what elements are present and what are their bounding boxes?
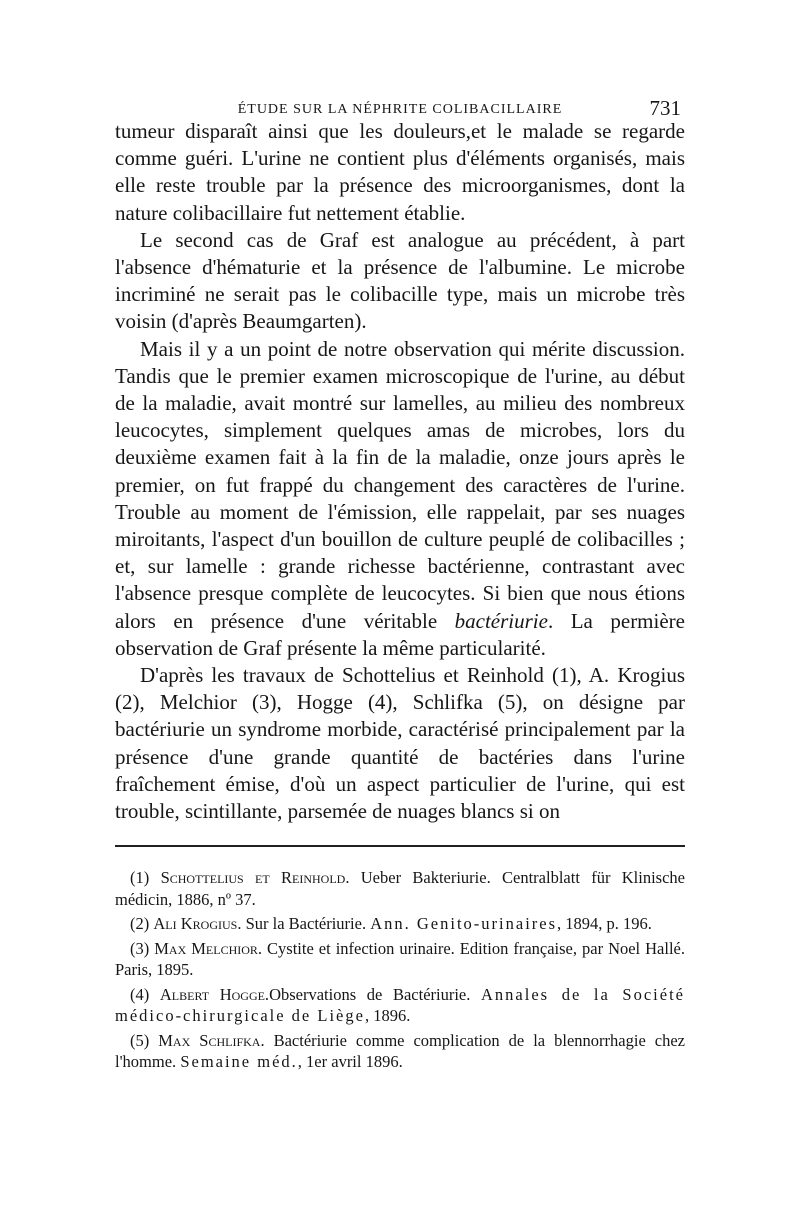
footnote-2-text-a: Sur la Bactériurie. [241, 914, 371, 934]
book-page [115, 88, 685, 1188]
footnote-2-number: (2) [130, 914, 150, 934]
footnote-3 [115, 938, 685, 981]
footnote-1-text: Ueber Bakteriurie. Centralblatt für Klinische médicin, 1886, nº 37. [115, 868, 685, 909]
footnote-5-journal: Semaine méd. [180, 1052, 298, 1072]
footnote-4-journal: Annales de la Société médico-chirurgicale de Liège [115, 984, 685, 1026]
footnote-1 [115, 867, 685, 910]
paragraph-4: D'après les travaux de Schottelius et Reinhold (1), A. Krogius (2), Melchior (3), Hogge (4), Schlifka (5), on désigne par bactériurie un syndrome morbide, caractérisé principalement par la présence d'une grande quantité de bactéries dans l'urine fraîchement émise, d'où un aspect particulier de l'urine, qui est trouble, scintillante, parsemée de nuages blancs si on [115, 663, 685, 824]
paragraph-3-text-b: . La permière observation de Graf présente la même particularité. [115, 608, 685, 660]
footnote-1-author: Schottelius et Reinhold. [160, 868, 350, 888]
footnote-1-number: (1) [130, 868, 150, 888]
footnote-2-journal: Ann. Genito-urinaires [370, 914, 558, 934]
footnote-5-number: (5) [130, 1030, 150, 1050]
footnote-4-text-a: Observations de Bactériurie. [269, 984, 481, 1004]
footnote-3-author: Max Melchior. [154, 938, 263, 958]
paragraph-1: tumeur disparaît ainsi que les douleurs,et le malade se regarde comme guéri. L'urine ne contient plus d'éléments organisés, mais elle reste trouble par la présence des microorganismes, dont la nature colibacillaire fut nettement établie. [115, 119, 685, 225]
paragraph-3-text-a: Mais il y a un point de notre observation qui mérite discussion. Tandis que le premier examen microscopique de l'urine, au début de la maladie, avait montré sur lamelles, au milieu des nombreux leucocytes, simplement quelques amas de microbes, lors du deuxième examen fait à la fin de la maladie, onze jours après le premier, on fut frappé du changement des caractères de l'urine. Trouble au moment de l'émission, elle rappelait, par ses nuages miroitants, l'aspect d'un bouillon de culture peuplé de colibacilles ; et, sur lamelle : grande richesse bactérienne, contrastant avec l'absence presque complète de leucocytes. Si bien que nous étions alors en présence d'une véritable [115, 336, 685, 633]
footnote-5-author: Max Schlifka. [158, 1030, 265, 1050]
body-text [115, 118, 685, 825]
running-title: ÉTUDE SUR LA NÉPHRITE COLIBACILLAIRE [237, 102, 563, 117]
footnote-2-text-b: , 1894, p. 196. [557, 914, 652, 934]
footnote-2-author: Ali Krogius. [153, 914, 242, 934]
paragraph-2: Le second cas de Graf est analogue au précédent, à part l'absence d'hématurie et la présence de l'albumine. Le microbe incriminé ne serait pas le colibacille type, mais un microbe très voisin (d'après Beaumgarten). [115, 227, 685, 334]
page-number: 731 [649, 96, 681, 120]
footnotes [115, 867, 685, 1073]
footnote-5 [115, 1030, 685, 1073]
running-head [115, 88, 685, 118]
footnote-3-number: (3) [130, 938, 150, 958]
footnote-rule [115, 845, 685, 847]
footnote-5-text-a: Bactériurie comme complication de la blennorrhagie chez l'homme. [115, 1030, 686, 1072]
paragraph-3-emphasis: bactériurie [454, 608, 548, 633]
footnote-2 [115, 913, 685, 935]
footnote-4-text-b: , 1896. [364, 1006, 411, 1026]
footnote-3-text: Cystite et infection urinaire. Edition française, par Noel Hallé. Paris, 1895. [115, 938, 685, 980]
footnote-4-author: Albert Hogge. [159, 984, 270, 1004]
footnote-4 [115, 984, 685, 1027]
footnote-4-number: (4) [130, 984, 150, 1004]
footnote-5-text-b: , 1er avril 1896. [297, 1052, 403, 1072]
paragraph-3 [115, 336, 685, 662]
